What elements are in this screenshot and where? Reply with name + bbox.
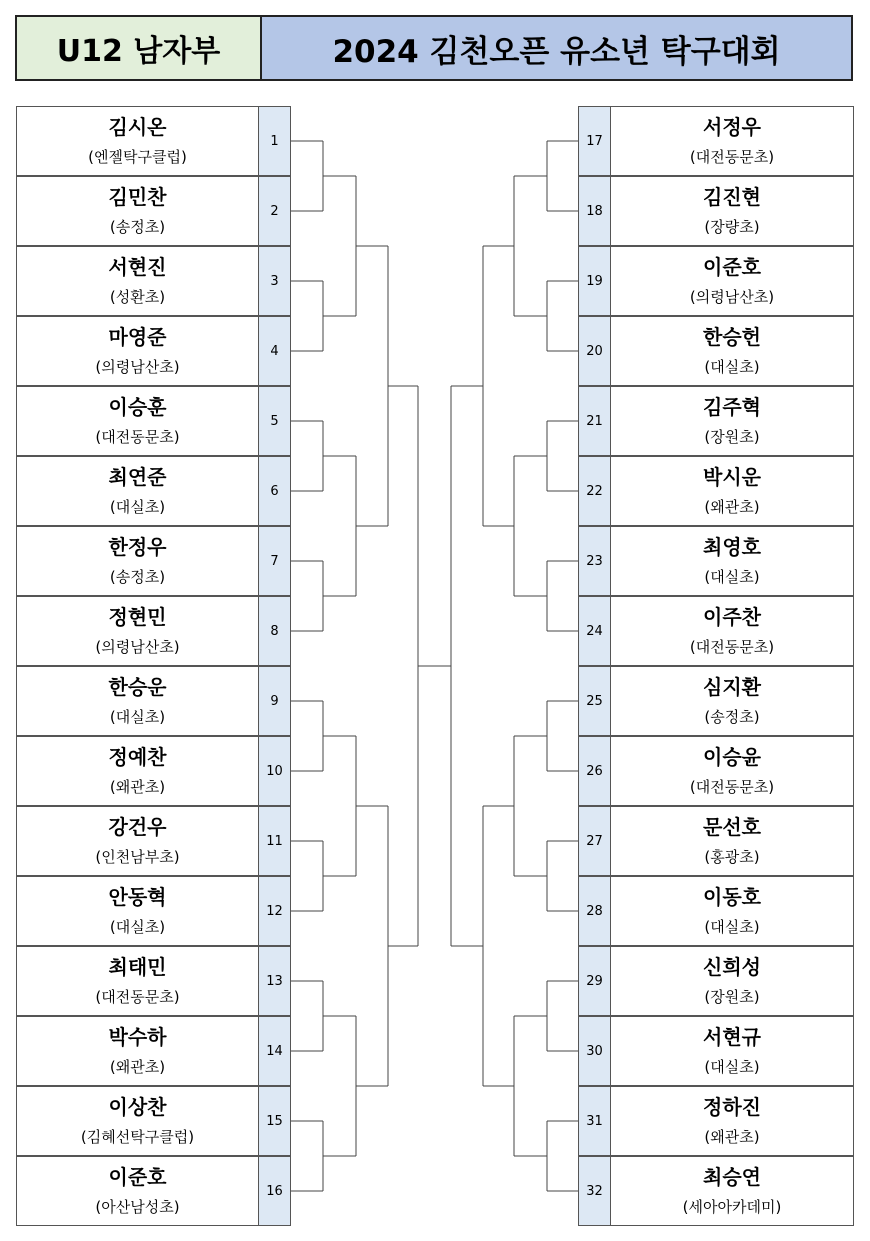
seed-number: 31 (578, 1086, 611, 1156)
seed-number: 2 (258, 176, 291, 246)
player-name: 이동호 (703, 885, 761, 909)
seed-number: 8 (258, 596, 291, 666)
player-name: 마영준 (108, 325, 167, 349)
player-school: (홍광초) (704, 848, 760, 866)
seed-number: 28 (578, 876, 611, 946)
player-school: (대실초) (109, 918, 166, 936)
seed-number: 4 (258, 316, 291, 386)
player-school: (왜관초) (704, 1128, 760, 1146)
player-name: 한승헌 (703, 325, 761, 349)
player-name: 심지환 (703, 675, 761, 699)
player-school: (장원초) (704, 988, 760, 1006)
seed-number: 24 (578, 596, 611, 666)
player-name: 최승연 (703, 1165, 761, 1189)
seed-number: 26 (578, 736, 611, 806)
seed-number: 20 (578, 316, 611, 386)
player-school: (장량초) (704, 218, 760, 236)
seed-number: 1 (258, 106, 291, 176)
player-name: 정하진 (703, 1095, 761, 1119)
player-school: (세아아카데미) (682, 1198, 782, 1216)
seed-number: 5 (258, 386, 291, 456)
player-school: (대실초) (704, 1058, 760, 1076)
player-name: 한승운 (108, 675, 167, 699)
seed-number: 27 (578, 806, 611, 876)
seed-number: 7 (258, 526, 291, 596)
player-school: (대전동문초) (95, 428, 180, 446)
player-school: (대실초) (704, 358, 760, 376)
division-label: U12 남자부 (17, 17, 262, 79)
player-school: (왜관초) (109, 778, 166, 796)
seed-number: 18 (578, 176, 611, 246)
player-name: 김민찬 (108, 185, 167, 209)
seed-number: 16 (258, 1156, 291, 1226)
player-name: 박시운 (703, 465, 761, 489)
seed-number: 21 (578, 386, 611, 456)
player-name: 정현민 (108, 605, 167, 629)
player-school: (장원초) (704, 428, 760, 446)
seed-number: 25 (578, 666, 611, 736)
player-name: 안동혁 (108, 885, 167, 909)
player-school: (대전동문초) (689, 638, 775, 656)
player-school: (의령남산초) (95, 638, 180, 656)
player-name: 이준호 (703, 255, 761, 279)
player-name: 서정우 (703, 115, 761, 139)
player-name: 김진현 (703, 185, 761, 209)
seed-number: 17 (578, 106, 611, 176)
player-name: 정예찬 (108, 745, 167, 769)
tournament-title: 2024 김천오픈 유소년 탁구대회 (262, 17, 851, 79)
player-name: 최태민 (108, 955, 167, 979)
player-name: 최연준 (108, 465, 167, 489)
player-name: 신희성 (703, 955, 761, 979)
player-school: (성환초) (109, 288, 166, 306)
player-school: (김혜선탁구클럽) (80, 1128, 195, 1146)
seed-number: 14 (258, 1016, 291, 1086)
player-school: (대전동문초) (689, 148, 775, 166)
player-name: 문선호 (703, 815, 761, 839)
player-school: (엔젤탁구클럽) (88, 148, 187, 166)
seed-number: 6 (258, 456, 291, 526)
player-school: (대실초) (109, 708, 166, 726)
player-name: 최영호 (703, 535, 761, 559)
player-name: 이상찬 (108, 1095, 167, 1119)
player-school: (왜관초) (704, 498, 760, 516)
player-name: 이승훈 (108, 395, 167, 419)
player-name: 서현규 (703, 1025, 761, 1049)
seed-number: 32 (578, 1156, 611, 1226)
seed-number: 15 (258, 1086, 291, 1156)
seed-number: 29 (578, 946, 611, 1016)
player-school: (대전동문초) (689, 778, 775, 796)
player-name: 이주찬 (703, 605, 761, 629)
seed-number: 10 (258, 736, 291, 806)
player-school: (송정초) (109, 218, 166, 236)
seed-number: 22 (578, 456, 611, 526)
seed-number: 30 (578, 1016, 611, 1086)
player-school: (아산남성초) (95, 1198, 180, 1216)
player-school: (대전동문초) (95, 988, 180, 1006)
player-name: 서현진 (108, 255, 167, 279)
player-school: (인천남부초) (95, 848, 180, 866)
player-school: (왜관초) (109, 1058, 166, 1076)
seed-number: 23 (578, 526, 611, 596)
seed-number: 9 (258, 666, 291, 736)
player-name: 강건우 (108, 815, 167, 839)
seed-number: 3 (258, 246, 291, 316)
player-name: 이승윤 (703, 745, 761, 769)
player-name: 박수하 (108, 1025, 167, 1049)
seed-number: 11 (258, 806, 291, 876)
player-name: 김시온 (108, 115, 167, 139)
player-school: (대실초) (704, 568, 760, 586)
player-name: 한정우 (108, 535, 167, 559)
player-name: 이준호 (108, 1165, 167, 1189)
seed-number: 12 (258, 876, 291, 946)
player-school: (의령남산초) (689, 288, 775, 306)
player-school: (의령남산초) (95, 358, 180, 376)
player-school: (송정초) (704, 708, 760, 726)
seed-number: 13 (258, 946, 291, 1016)
player-name: 김주혁 (703, 395, 761, 419)
player-school: (대실초) (109, 498, 166, 516)
player-school: (송정초) (109, 568, 166, 586)
player-school: (대실초) (704, 918, 760, 936)
seed-number: 19 (578, 246, 611, 316)
